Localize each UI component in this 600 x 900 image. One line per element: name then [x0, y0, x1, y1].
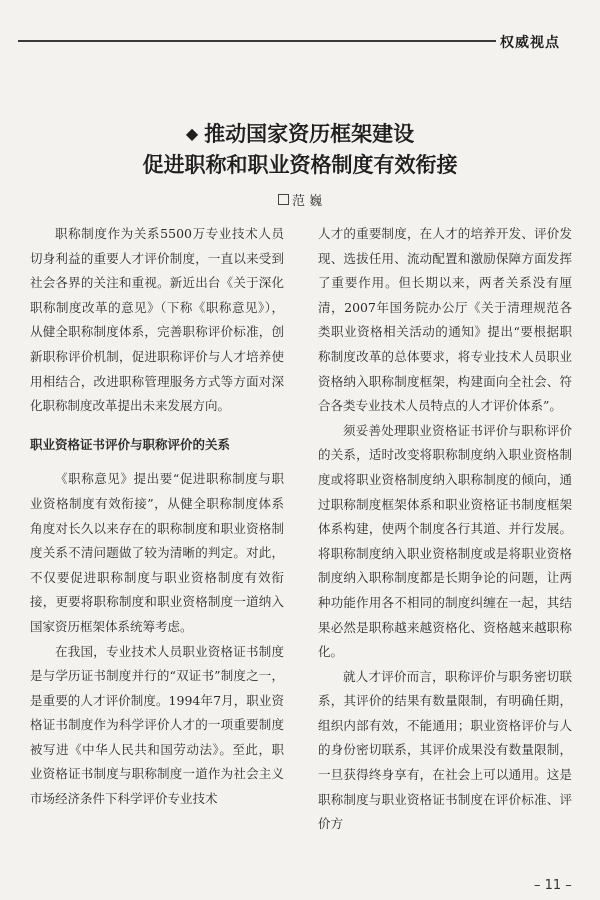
right-column: [318, 222, 572, 837]
diamond-icon: ◆: [185, 124, 199, 143]
paragraph: 职称制度作为关系5500万专业技术人员切身利益的重要人才评价制度，一直以来受到社会各界的关注和重视。新近出台《关于深化职称制度改革的意见》（下称《职称意见》），从健全职称制度体系，完善职称评价标准，创新职称评价机制，促进职称评价与人才培养使用相结合，改进职称管理服务方式等方面对深化职称制度改革提出未来发展方向。: [30, 226, 284, 414]
square-icon: [278, 194, 289, 205]
article-title: [0, 118, 600, 181]
title-line-2: 促进职称和职业资格制度有效衔接: [142, 153, 458, 177]
title-text-1: 推动国家资历框架建设: [204, 122, 415, 146]
header-rule: [18, 40, 496, 42]
paragraph: 就人才评价而言，职称评价与职务密切联系，其评价的结果有数量限制，有明确任期，组织内部有效，不能通用；职业资格评价与人的身份密切联系，其评价成果没有数量限制，一旦获得终身享有，在社会上可以通用。这是职称制度与职业资格证书制度在评价标准、评价方: [318, 668, 572, 832]
section-label: 权威视点: [500, 35, 560, 51]
section-heading: 职业资格证书评价与职称评价的关系: [30, 436, 231, 452]
title-line-1: [0, 118, 600, 150]
paragraph: 在我国，专业技术人员职业资格证书制度是与学历证书制度并行的“双证书”制度之一，是重要的人才评价制度。1994年7月，职业资格证书制度作为科学评价人才的一项重要制度被写进《中华人民共和国劳动法》。至此，职业资格证书制度与职称制度一道作为社会主义市场经济条件下科学评价专业技术: [30, 643, 284, 807]
left-column: [30, 222, 284, 812]
author: [278, 190, 322, 209]
paragraph: 人才的重要制度，在人才的培养开发、评价发现、选拔任用、流动配置和激励保障方面发挥了重要作用。但长期以来，两者关系没有厘清，2007年国务院办公厅《关于清理规范各类职业资格相关活动的通知》提出“要根据职称制度改革的总体要求，将专业技术人员职业资格纳入职称制度框架，构建面向全社会、符合各类专业技术人员特点的人才评价体系”。: [318, 226, 572, 414]
paragraph: 《职称意见》提出要“促进职称制度与职业资格制度有效衔接”，从健全职称制度体系角度对长久以来存在的职称制度和职业资格制度关系不清问题做了较为清晰的判定。对此，不仅要促进职称制度与职业资格制度有效衔接，更要将职称制度和职业资格制度一道纳入国家资历框架体系统筹考虑。: [30, 471, 284, 634]
author-name: 范 巍: [292, 194, 323, 209]
page-number: – 11 –: [534, 878, 572, 893]
paragraph: 须妥善处理职业资格证书评价与职称评价的关系，适时改变将职称制度纳入职业资格制度或将职业资格制度纳入职称制度的倾向，通过职称制度框架体系和职业资格证书制度框架体系构建，使两个制度各行其道、并行发展。将职称制度纳入职业资格制度或是将职业资格制度纳入职称制度都是长期争论的问题，让两种功能作用各不相同的制度纠缠在一起，其结果必然是职称越来越资格化、资格越来越职称化。: [318, 422, 572, 660]
